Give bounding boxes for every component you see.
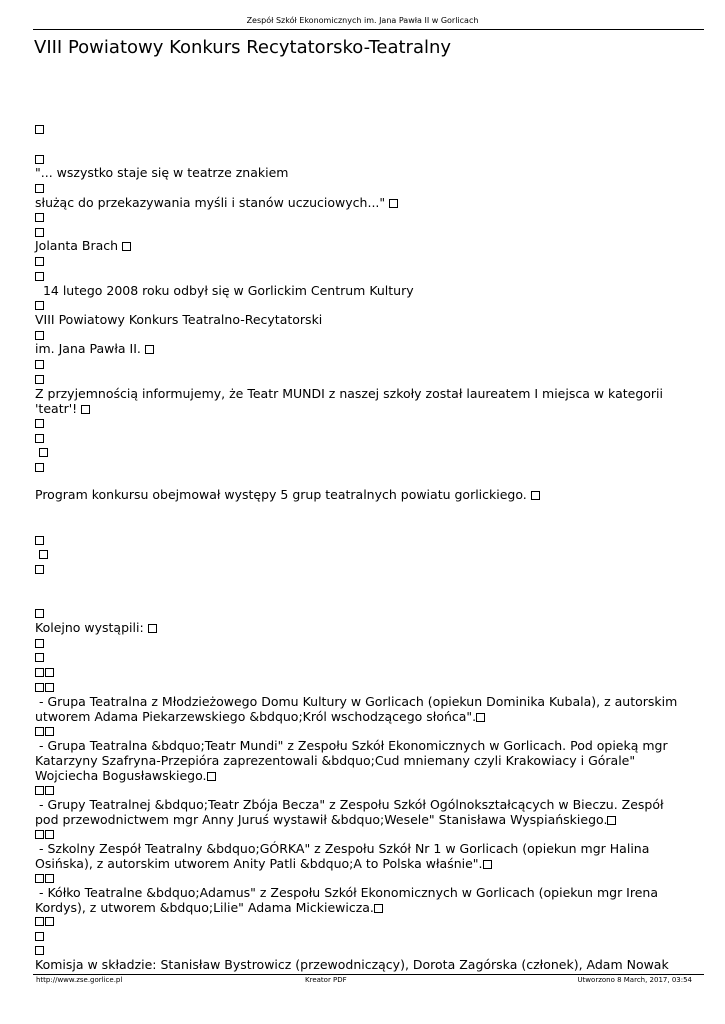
line-text: - Grupa Teatralna &bdquo;Teatr Mundi" z Zespołu Szkół Ekonomicznych w Gorlicach. Pod opieką mgr Katarzyny Szafryna-Przepióra zaprezentowali &bdquo;Cud mniemany czyli Krakowiacy i Górale" Wojciecha Bogusławskiego. (35, 738, 672, 783)
missing-glyph-icon (35, 932, 44, 941)
missing-glyph-icon (35, 419, 44, 428)
missing-glyph-icon (531, 491, 540, 500)
missing-glyph-icon (483, 860, 492, 869)
text-line (35, 561, 680, 576)
text-line (35, 415, 680, 430)
missing-glyph-icon (122, 242, 131, 251)
missing-glyph-icon (374, 904, 383, 913)
line-text: 14 lutego 2008 roku odbył się w Gorlickim Centrum Kultury (35, 283, 414, 298)
text-line (35, 782, 680, 797)
text-line (35, 723, 680, 738)
text-line (35, 268, 680, 283)
missing-glyph-icon (35, 257, 44, 266)
text-line (35, 649, 680, 664)
text-line (35, 546, 680, 561)
line-text: im. Jana Pawła II. (35, 341, 145, 356)
text-line (35, 635, 680, 650)
text-line (35, 224, 680, 239)
missing-glyph-icon (389, 199, 398, 208)
missing-glyph-icon (35, 213, 44, 222)
text-line (35, 738, 680, 783)
missing-glyph-icon (45, 830, 54, 839)
text-line (35, 283, 680, 298)
missing-glyph-icon (81, 405, 90, 414)
text-line (35, 679, 680, 694)
text-line (35, 957, 680, 972)
text-line (35, 165, 680, 180)
text-line (35, 151, 680, 166)
text-line (35, 664, 680, 679)
text-line (35, 430, 680, 445)
text-line (35, 841, 680, 871)
footer-creator: Kreator PDF (305, 976, 347, 984)
text-line (35, 209, 680, 224)
footer-rule (33, 974, 704, 975)
missing-glyph-icon (35, 874, 44, 883)
missing-glyph-icon (35, 463, 44, 472)
text-line (35, 356, 680, 371)
missing-glyph-icon (35, 360, 44, 369)
missing-glyph-icon (35, 609, 44, 618)
text-line (35, 826, 680, 841)
text-line (35, 620, 680, 635)
line-text: - Kółko Teatralne &bdquo;Adamus" z Zespołu Szkół Ekonomicznych w Gorlicach (opiekun mgr Irena Kordys), z utworem &bdquo;Lilie" Adama Mickiewicza. (35, 885, 662, 915)
text-line (35, 605, 680, 620)
line-text: - Grupy Teatralnej &bdquo;Teatr Zbója Becza" z Zespołu Szkół Ogólnokształcących w Bieczu. Zespół pod przewodnictwem mgr Anny Juruś wystawił &bdquo;Wesele" Stanisława Wyspiańskiego. (35, 797, 668, 827)
text-line (35, 312, 680, 327)
missing-glyph-icon (35, 830, 44, 839)
missing-glyph-icon (35, 946, 44, 955)
text-line (35, 341, 680, 356)
missing-glyph-icon (35, 125, 44, 134)
line-text: - Grupa Teatralna z Młodzieżowego Domu Kultury w Gorlicach (opiekun Dominika Kubala), z autorskim utworem Adama Piekarzewskiego &bdquo;Król wschodzącego słońca". (35, 694, 682, 724)
line-text: służąc do przekazywania myśli i stanów uczuciowych..." (35, 195, 390, 210)
text-line (35, 928, 680, 943)
header-rule (33, 29, 704, 30)
missing-glyph-icon (145, 345, 154, 354)
missing-glyph-icon (35, 639, 44, 648)
text-line (35, 532, 680, 547)
line-text: Kolejno wystąpili: (35, 620, 148, 635)
text-line (35, 195, 680, 210)
footer-created: Utworzono 8 March, 2017, 03:54 (577, 976, 692, 984)
line-text: Komisja w składzie: Stanisław Bystrowicz (przewodniczący), Dorota Zagórska (członek), Adam Nowak (35, 957, 669, 972)
missing-glyph-icon (35, 917, 44, 926)
text-line (35, 459, 680, 474)
text-line (35, 386, 680, 416)
missing-glyph-icon (35, 228, 44, 237)
page-header: Zespół Szkół Ekonomicznych im. Jana Pawła II w Gorlicach (246, 16, 479, 25)
text-line (35, 885, 680, 915)
text-line (35, 444, 680, 459)
missing-glyph-icon (45, 727, 54, 736)
missing-glyph-icon (45, 917, 54, 926)
missing-glyph-icon (35, 331, 44, 340)
missing-glyph-icon (45, 668, 54, 677)
text-line (35, 371, 680, 386)
missing-glyph-icon (35, 434, 44, 443)
missing-glyph-icon (45, 786, 54, 795)
missing-glyph-icon (39, 550, 48, 559)
missing-glyph-icon (35, 668, 44, 677)
missing-glyph-icon (35, 565, 44, 574)
missing-glyph-icon (35, 184, 44, 193)
text-line (35, 870, 680, 885)
missing-glyph-icon (45, 874, 54, 883)
missing-glyph-icon (148, 624, 157, 633)
text-line (35, 238, 680, 253)
text-line (35, 253, 680, 268)
missing-glyph-icon (607, 816, 616, 825)
missing-glyph-icon (35, 683, 44, 692)
missing-glyph-icon (35, 301, 44, 310)
missing-glyph-icon (35, 727, 44, 736)
text-line (35, 180, 680, 195)
page-title: VIII Powiatowy Konkurs Recytatorsko-Teatralny (34, 37, 452, 58)
missing-glyph-icon (35, 536, 44, 545)
line-text: VIII Powiatowy Konkurs Teatralno-Recytatorski (35, 312, 323, 327)
footer-url[interactable]: http://www.zse.gorlice.pl (36, 976, 123, 984)
line-text: - Szkolny Zespół Teatralny &bdquo;GÓRKA" z Zespołu Szkół Nr 1 w Gorlicach (opiekun mgr Halina Osińska), z autorskim utworem Anity Patli &bdquo;A to Polska właśnie". (35, 841, 654, 871)
missing-glyph-icon (39, 448, 48, 457)
missing-glyph-icon (35, 272, 44, 281)
text-line (35, 797, 680, 827)
text-line (35, 121, 680, 136)
text-line (35, 694, 680, 724)
line-text: Jolanta Brach (35, 238, 123, 253)
missing-glyph-icon (35, 786, 44, 795)
line-text: Z przyjemnością informujemy, że Teatr MUNDI z naszej szkoły został laureatem I miejsca w kategorii 'teatr'! (35, 386, 667, 416)
text-line (35, 913, 680, 928)
text-line (35, 487, 680, 502)
missing-glyph-icon (35, 155, 44, 164)
text-line (35, 327, 680, 342)
missing-glyph-icon (35, 653, 44, 662)
missing-glyph-icon (476, 713, 485, 722)
line-text: Program konkursu obejmował występy 5 grup teatralnych powiatu gorlickiego. (35, 487, 531, 502)
text-line (35, 297, 680, 312)
missing-glyph-icon (35, 375, 44, 384)
line-text: "... wszystko staje się w teatrze znakiem (35, 165, 289, 180)
missing-glyph-icon (207, 772, 216, 781)
missing-glyph-icon (45, 683, 54, 692)
text-line (35, 942, 680, 957)
